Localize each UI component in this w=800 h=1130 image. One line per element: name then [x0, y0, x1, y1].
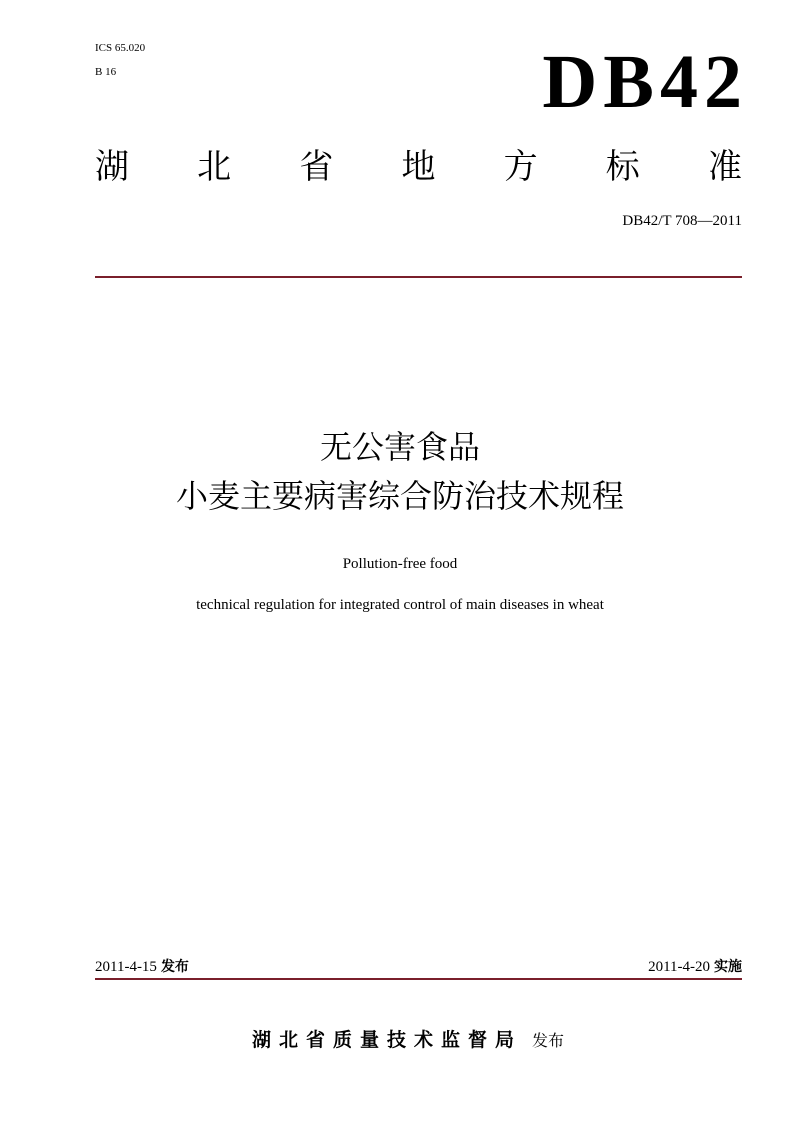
standard-type-char: 地 — [401, 147, 436, 187]
standard-type-char: 标 — [605, 147, 640, 187]
implement-label: 实施 — [714, 959, 742, 975]
issue-date-line — [95, 957, 189, 977]
standard-number: DB42/T 708—2011 — [622, 213, 742, 229]
ics-code: ICS 65.020 — [95, 42, 146, 54]
standard-type-heading — [95, 146, 742, 188]
issuer-line — [252, 1027, 564, 1054]
title-cn-line-1: 无公害食品 — [319, 428, 480, 466]
title-en-line-1: Pollution-free food — [342, 556, 458, 572]
ccs-code: B 16 — [95, 66, 117, 78]
title-en-line-2: technical regulation for integrated control of main diseases in wheat — [196, 597, 604, 613]
implement-date-line — [648, 957, 742, 977]
issue-label: 发布 — [160, 959, 189, 975]
standard-code-logo: DB42 — [542, 40, 748, 124]
top-divider — [95, 276, 742, 278]
standard-type-char: 准 — [707, 147, 742, 187]
standard-type-char: 省 — [299, 147, 334, 187]
implement-date: 2011-4-20 — [648, 959, 710, 975]
standard-type-char: 方 — [503, 147, 538, 187]
issue-date: 2011-4-15 — [95, 959, 157, 975]
title-cn-line-2: 小麦主要病害综合防治技术规程 — [175, 477, 624, 515]
standard-type-char: 北 — [197, 147, 232, 187]
issuer-action: 发布 — [532, 1031, 565, 1050]
bottom-divider — [95, 978, 742, 980]
standard-type-char: 湖 — [95, 147, 129, 187]
issuer-name: 湖北省质量技术监督局 — [252, 1029, 523, 1051]
